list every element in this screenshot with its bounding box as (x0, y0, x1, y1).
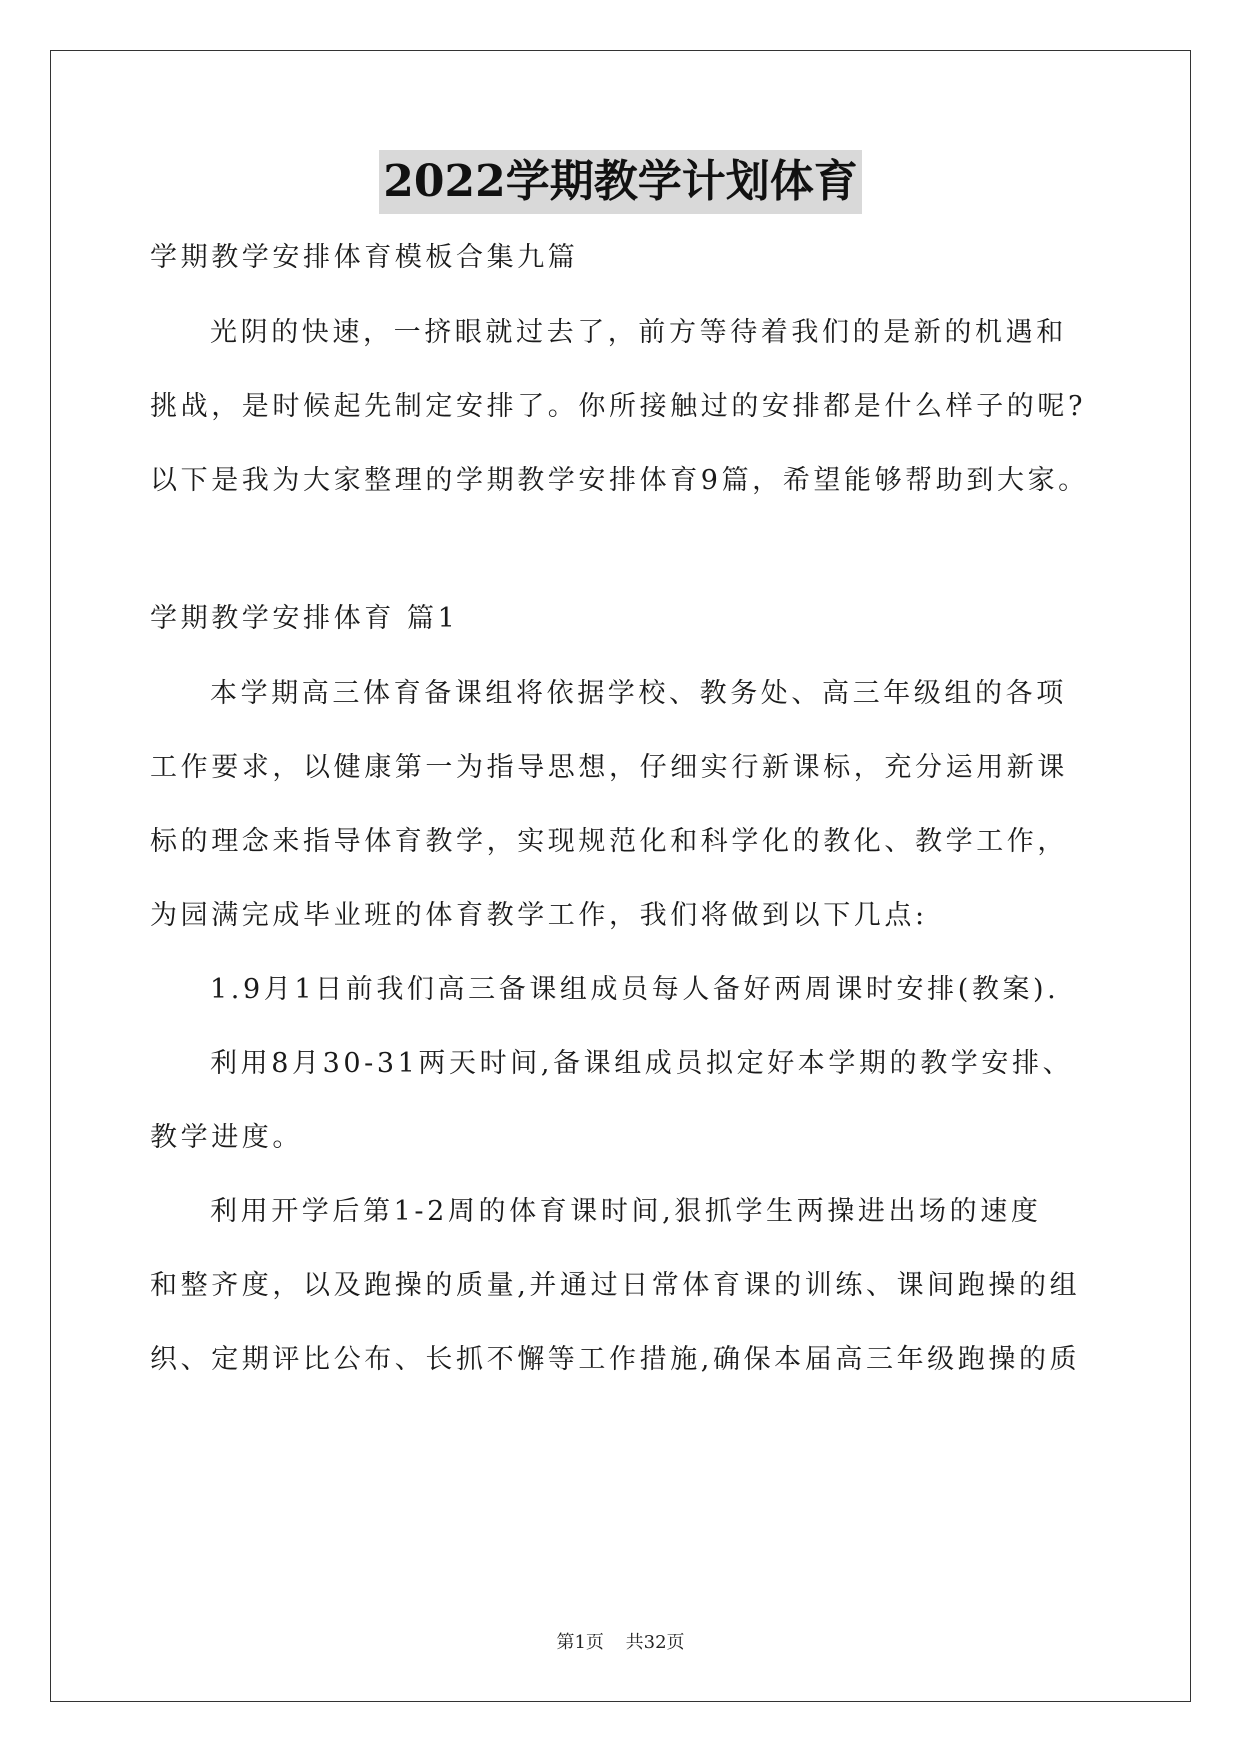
intro-line-1: 光阴的快速，一挤眼就过去了，前方等待着我们的是新的机遇和 (210, 317, 1067, 348)
intro-line-3: 以下是我为大家整理的学期教学安排体育9篇，希望能够帮助到大家。 (150, 465, 1089, 496)
para1-line-4: 为园满完成毕业班的体育教学工作，我们将做到以下几点: (150, 900, 928, 931)
para2-line-2: 教学进度。 (150, 1122, 303, 1153)
para1-line-3: 标的理念来指导体育教学，实现规范化和科学化的教化、教学工作， (150, 826, 1068, 857)
page-border (50, 50, 1191, 1702)
section-heading: 学期教学安排体育 篇1 (150, 603, 459, 634)
para3-line-1: 利用开学后第1-2周的体育课时间,狠抓学生两操进出场的速度 (210, 1196, 1042, 1227)
para2-line-1: 利用8月30-31两天时间,备课组成员拟定好本学期的教学安排、 (210, 1048, 1074, 1079)
document-subtitle: 学期教学安排体育模板合集九篇 (150, 242, 579, 273)
page-footer (0, 1628, 1241, 1654)
para3-line-3: 织、定期评比公布、长抓不懈等工作措施,确保本届高三年级跑操的质 (150, 1344, 1081, 1375)
page-number: 第1页 (556, 1632, 604, 1653)
title-container (0, 150, 1241, 214)
page-total: 共32页 (625, 1632, 685, 1653)
list-item-1: 1.9月1日前我们高三备课组成员每人备好两周课时安排(教案). (210, 974, 1060, 1005)
document-title: 2022学期教学计划体育 (379, 150, 861, 214)
para1-line-1: 本学期高三体育备课组将依据学校、教务处、高三年级组的各项 (210, 678, 1067, 709)
intro-line-2: 挑战，是时候起先制定安排了。你所接触过的安排都是什么样子的呢? (150, 391, 1087, 422)
para3-line-2: 和整齐度，以及跑操的质量,并通过日常体育课的训练、课间跑操的组 (150, 1270, 1081, 1301)
para1-line-2: 工作要求，以健康第一为指导思想，仔细实行新课标，充分运用新课 (150, 752, 1068, 783)
